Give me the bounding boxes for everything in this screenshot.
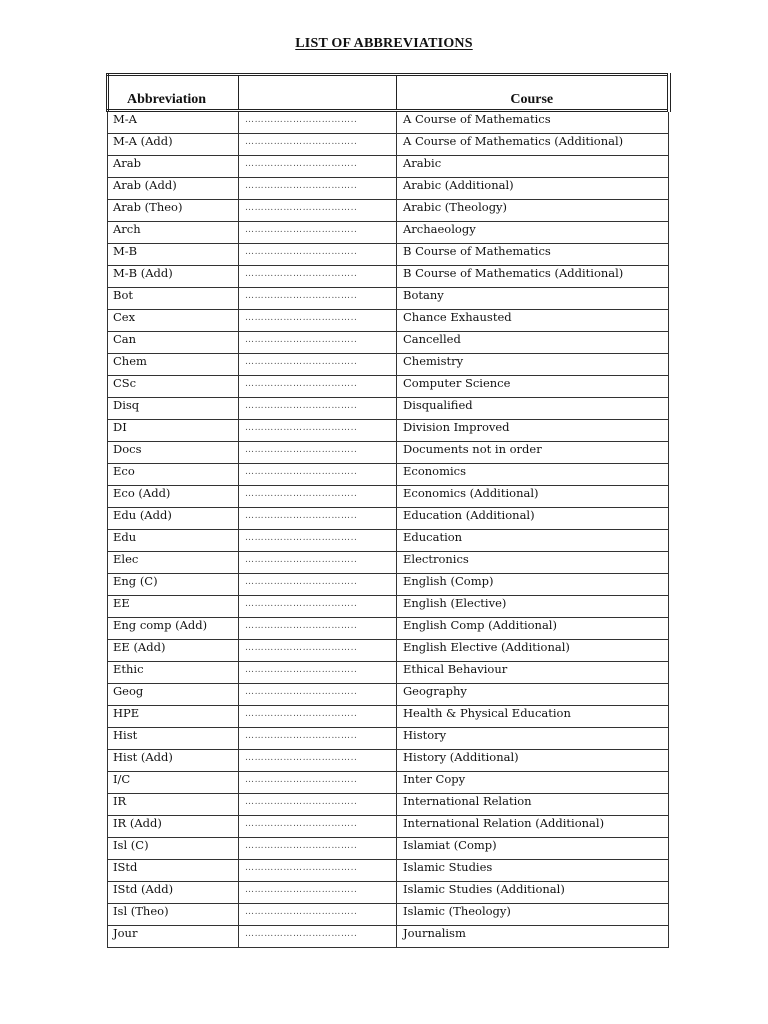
table-row [108, 640, 669, 662]
course-cell: International Relation [397, 794, 669, 816]
dotted-leader-cell: …………………………….. [239, 398, 397, 420]
table-row [108, 332, 669, 354]
dotted-leader-cell: …………………………….. [239, 486, 397, 508]
abbreviation-cell: Isl (Theo) [108, 904, 239, 926]
table-row [108, 442, 669, 464]
dotted-leader-cell: …………………………….. [239, 464, 397, 486]
course-cell: A Course of Mathematics (Additional) [397, 134, 669, 156]
table-row [108, 772, 669, 794]
abbreviation-cell: Hist (Add) [108, 750, 239, 772]
table-row [108, 530, 669, 552]
course-cell: History [397, 728, 669, 750]
dotted-leader-cell: …………………………….. [239, 354, 397, 376]
course-cell: B Course of Mathematics [397, 244, 669, 266]
dotted-leader-cell: …………………………….. [239, 266, 397, 288]
abbreviation-cell: M-A (Add) [108, 134, 239, 156]
table-row [108, 662, 669, 684]
dotted-leader-cell: …………………………….. [239, 222, 397, 244]
dotted-leader-cell: …………………………….. [239, 376, 397, 398]
abbreviation-cell: Can [108, 332, 239, 354]
course-cell: English Comp (Additional) [397, 618, 669, 640]
abbreviation-cell: I/C [108, 772, 239, 794]
abbreviation-cell: Docs [108, 442, 239, 464]
table-row [108, 552, 669, 574]
table-row [108, 111, 669, 134]
abbreviation-cell: Edu [108, 530, 239, 552]
table-row [108, 750, 669, 772]
table-row [108, 398, 669, 420]
header-middle [239, 75, 397, 111]
course-cell: Arabic [397, 156, 669, 178]
course-cell: Arabic (Theology) [397, 200, 669, 222]
course-cell: Education [397, 530, 669, 552]
table-row [108, 728, 669, 750]
course-cell: Islamiat (Comp) [397, 838, 669, 860]
dotted-leader-cell: …………………………….. [239, 750, 397, 772]
table-row [108, 794, 669, 816]
table-row [108, 574, 669, 596]
dotted-leader-cell: …………………………….. [239, 596, 397, 618]
course-cell: Archaeology [397, 222, 669, 244]
dotted-leader-cell: …………………………….. [239, 618, 397, 640]
dotted-leader-cell: …………………………….. [239, 772, 397, 794]
table-row [108, 508, 669, 530]
course-cell: Education (Additional) [397, 508, 669, 530]
course-cell: Computer Science [397, 376, 669, 398]
course-cell: Botany [397, 288, 669, 310]
abbreviation-cell: M-B [108, 244, 239, 266]
course-cell: Health & Physical Education [397, 706, 669, 728]
dotted-leader-cell: …………………………….. [239, 156, 397, 178]
table-row [108, 244, 669, 266]
dotted-leader-cell: …………………………….. [239, 882, 397, 904]
dotted-leader-cell: …………………………….. [239, 574, 397, 596]
abbreviation-cell: Eng (C) [108, 574, 239, 596]
abbreviation-cell: Isl (C) [108, 838, 239, 860]
abbreviation-cell: Eng comp (Add) [108, 618, 239, 640]
table-row [108, 926, 669, 948]
abbreviation-cell: Arab (Theo) [108, 200, 239, 222]
dotted-leader-cell: …………………………….. [239, 662, 397, 684]
table-row [108, 838, 669, 860]
course-cell: International Relation (Additional) [397, 816, 669, 838]
abbreviation-cell: Hist [108, 728, 239, 750]
abbreviation-cell: Chem [108, 354, 239, 376]
course-cell: Islamic Studies [397, 860, 669, 882]
abbreviation-cell: IR [108, 794, 239, 816]
dotted-leader-cell: …………………………….. [239, 640, 397, 662]
course-cell: Journalism [397, 926, 669, 948]
dotted-leader-cell: …………………………….. [239, 288, 397, 310]
dotted-leader-cell: …………………………….. [239, 904, 397, 926]
table-row [108, 816, 669, 838]
abbreviation-cell: Elec [108, 552, 239, 574]
table-row [108, 420, 669, 442]
page-title [0, 36, 768, 52]
dotted-leader-cell: …………………………….. [239, 706, 397, 728]
abbreviation-cell: Jour [108, 926, 239, 948]
course-cell: Cancelled [397, 332, 669, 354]
table-row [108, 486, 669, 508]
dotted-leader-cell: …………………………….. [239, 816, 397, 838]
table-row [108, 464, 669, 486]
table-row [108, 860, 669, 882]
table-row [108, 200, 669, 222]
dotted-leader-cell: …………………………….. [239, 794, 397, 816]
header-course: Course [397, 75, 669, 111]
table-row [108, 310, 669, 332]
course-cell: Ethical Behaviour [397, 662, 669, 684]
dotted-leader-cell: …………………………….. [239, 332, 397, 354]
dotted-leader-cell: …………………………….. [239, 508, 397, 530]
abbreviation-cell: CSc [108, 376, 239, 398]
course-cell: Documents not in order [397, 442, 669, 464]
course-cell: Economics (Additional) [397, 486, 669, 508]
course-cell: Geography [397, 684, 669, 706]
header-abbreviation: Abbreviation [108, 75, 239, 111]
table-row [108, 596, 669, 618]
course-cell: Chemistry [397, 354, 669, 376]
abbreviation-cell: Ethic [108, 662, 239, 684]
table-row [108, 288, 669, 310]
dotted-leader-cell: …………………………….. [239, 200, 397, 222]
abbreviation-cell: Eco [108, 464, 239, 486]
abbreviation-cell: IStd (Add) [108, 882, 239, 904]
abbreviation-cell: Arch [108, 222, 239, 244]
table-row [108, 882, 669, 904]
course-cell: Electronics [397, 552, 669, 574]
abbreviation-cell: Bot [108, 288, 239, 310]
course-cell: Chance Exhausted [397, 310, 669, 332]
abbreviation-cell: EE [108, 596, 239, 618]
abbreviation-cell: M-B (Add) [108, 266, 239, 288]
table-row [108, 904, 669, 926]
course-cell: Islamic (Theology) [397, 904, 669, 926]
course-cell: Inter Copy [397, 772, 669, 794]
abbreviation-cell: HPE [108, 706, 239, 728]
dotted-leader-cell: …………………………….. [239, 442, 397, 464]
abbreviation-cell: Disq [108, 398, 239, 420]
abbreviation-cell: Geog [108, 684, 239, 706]
table-body [108, 111, 669, 948]
table-row [108, 354, 669, 376]
course-cell: Disqualified [397, 398, 669, 420]
dotted-leader-cell: …………………………….. [239, 420, 397, 442]
abbreviation-cell: Edu (Add) [108, 508, 239, 530]
abbreviations-table [106, 73, 671, 948]
course-cell: Arabic (Additional) [397, 178, 669, 200]
abbreviation-cell: Arab [108, 156, 239, 178]
abbreviation-cell: EE (Add) [108, 640, 239, 662]
table-row [108, 266, 669, 288]
abbreviation-cell: IStd [108, 860, 239, 882]
abbreviation-cell: M-A [108, 111, 239, 134]
dotted-leader-cell: …………………………….. [239, 552, 397, 574]
dotted-leader-cell: …………………………….. [239, 684, 397, 706]
dotted-leader-cell: …………………………….. [239, 838, 397, 860]
course-cell: Division Improved [397, 420, 669, 442]
dotted-leader-cell: …………………………….. [239, 111, 397, 134]
dotted-leader-cell: …………………………….. [239, 134, 397, 156]
course-cell: Economics [397, 464, 669, 486]
dotted-leader-cell: …………………………….. [239, 244, 397, 266]
abbreviation-cell: DI [108, 420, 239, 442]
table-row [108, 376, 669, 398]
course-cell: A Course of Mathematics [397, 111, 669, 134]
abbreviation-cell: IR (Add) [108, 816, 239, 838]
course-cell: Islamic Studies (Additional) [397, 882, 669, 904]
course-cell: English (Elective) [397, 596, 669, 618]
table-row [108, 684, 669, 706]
page-title-text: LIST OF ABBREVIATIONS [295, 36, 473, 51]
abbreviation-cell: Cex [108, 310, 239, 332]
table-row [108, 706, 669, 728]
table-row [108, 156, 669, 178]
dotted-leader-cell: …………………………….. [239, 728, 397, 750]
course-cell: B Course of Mathematics (Additional) [397, 266, 669, 288]
course-cell: English (Comp) [397, 574, 669, 596]
abbreviation-cell: Arab (Add) [108, 178, 239, 200]
dotted-leader-cell: …………………………….. [239, 530, 397, 552]
course-cell: English Elective (Additional) [397, 640, 669, 662]
table-row [108, 178, 669, 200]
dotted-leader-cell: …………………………….. [239, 926, 397, 948]
abbreviation-cell: Eco (Add) [108, 486, 239, 508]
dotted-leader-cell: …………………………….. [239, 178, 397, 200]
dotted-leader-cell: …………………………….. [239, 310, 397, 332]
table-row [108, 134, 669, 156]
table-row [108, 618, 669, 640]
course-cell: History (Additional) [397, 750, 669, 772]
dotted-leader-cell: …………………………….. [239, 860, 397, 882]
table-row [108, 222, 669, 244]
table-header-row [108, 75, 669, 111]
